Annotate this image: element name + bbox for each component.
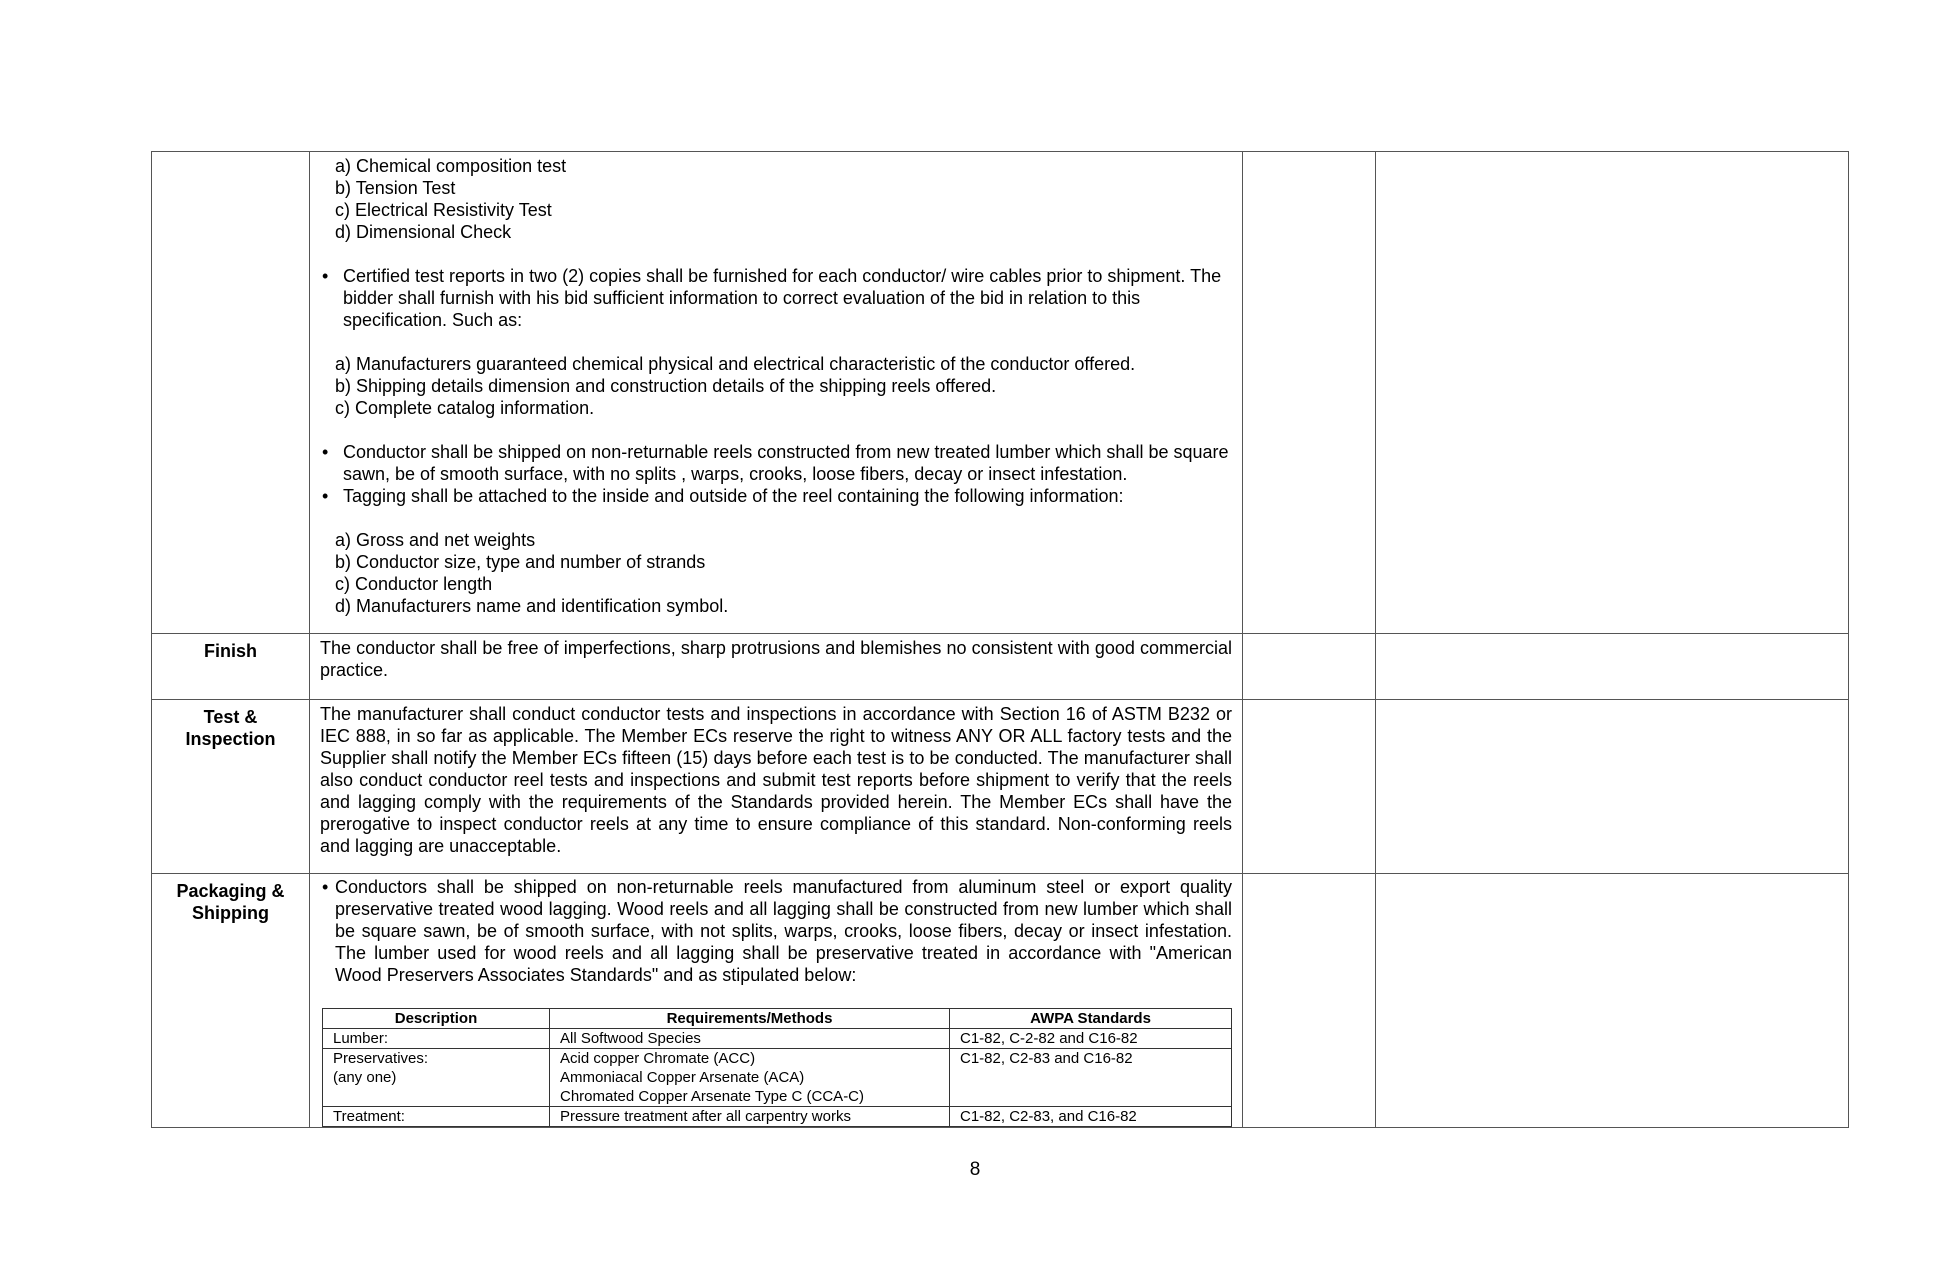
remarks-cell: [1376, 874, 1849, 1128]
table-cell: Acid copper Chromate (ACC) Ammoniacal Copper Arsenate (ACA) Chromated Copper Arsenate Type C (CCA-C): [550, 1049, 950, 1107]
bullet-reels: • Conductor shall be shipped on non-returnable reels constructed from new treated lumber which shall be square sawn, be of smooth surface, with no splits , warps, crooks, loose fibers, decay or insect infestation.: [320, 441, 1232, 485]
col-header-description: Description: [323, 1009, 550, 1029]
table-cell: C1-82, C-2-82 and C16-82: [950, 1029, 1232, 1049]
list-item: a) Gross and net weights: [335, 530, 536, 550]
spec-row-tests-shipping: [152, 152, 1849, 634]
bullet-packaging: • Conductors shall be shipped on non-returnable reels manufactured from aluminum steel or export quality preservative treated wood lagging. Wood reels and all lagging shall be constructed from new lumber which shall be square sawn, be of smooth surface, with not splits, warps, crooks, loose fibers, decay or insect infestation. The lumber used for wood reels and all lagging shall be preservative treated in accordance with "American Wood Preservers Associates Standards" and as stipulated below:: [320, 876, 1232, 986]
table-row: [323, 1107, 1232, 1127]
table-cell: C1-82, C2-83, and C16-82: [950, 1107, 1232, 1127]
remarks-cell: [1376, 152, 1849, 634]
bullet-list-reels: [320, 441, 1232, 507]
compliance-cell: [1243, 700, 1376, 874]
table-header-row: [323, 1009, 1232, 1029]
col-header-awpa: AWPA Standards: [950, 1009, 1232, 1029]
row-label-finish: Finish: [152, 634, 310, 700]
table-row: [323, 1029, 1232, 1049]
list-item: d) Dimensional Check: [335, 222, 512, 242]
compliance-cell: [1243, 634, 1376, 700]
table-cell: All Softwood Species: [550, 1029, 950, 1049]
list-item: a) Chemical composition test: [335, 156, 567, 176]
spec-row-packaging: [152, 874, 1849, 1128]
tag-info-list: [320, 529, 1232, 617]
test-list: [320, 155, 1232, 243]
spec-row-finish: [152, 634, 1849, 700]
bullet-certified-reports: • Certified test reports in two (2) copies shall be furnished for each conductor/ wire cables prior to shipment. The bidder shall furnish with his bid sufficient information to correct evaluation of the bid in relation to this specification. Such as:: [320, 265, 1232, 331]
content-packaging: [310, 874, 1243, 1128]
content-cell-tests: [310, 152, 1243, 634]
remarks-cell: [1376, 700, 1849, 874]
awpa-standards-table: [322, 1008, 1232, 1127]
compliance-cell: [1243, 874, 1376, 1128]
specification-table: [151, 151, 1849, 1128]
list-item: a) Manufacturers guaranteed chemical physical and electrical characteristic of the conductor offered.: [335, 354, 1136, 374]
table-cell: Lumber:: [323, 1029, 550, 1049]
bullet-tagging: • Tagging shall be attached to the inside and outside of the reel containing the following information:: [320, 485, 1232, 507]
list-item: c) Complete catalog information.: [335, 398, 595, 418]
label-cell-empty: [152, 152, 310, 634]
list-item: b) Conductor size, type and number of strands: [335, 552, 706, 572]
remarks-cell: [1376, 634, 1849, 700]
spec-row-test-inspection: [152, 700, 1849, 874]
list-item: b) Tension Test: [335, 178, 456, 198]
content-test-inspection: The manufacturer shall conduct conductor tests and inspections in accordance with Section 16 of ASTM B232 or IEC 888, in so far as applicable. The Member ECs reserve the right to witness ANY OR ALL factory tests and the Supplier shall notify the Member ECs fifteen (15) days before each test is to be conducted. The manufacturer shall also conduct conductor reel tests and inspections and submit test reports before shipment to verify that the reels and lagging comply with the requirements of the Standards provided herein. The Member ECs shall have the prerogative to inspect conductor reels at any time to ensure compliance of this standard. Non-conforming reels and lagging are unacceptable.: [310, 700, 1243, 874]
col-header-requirements: Requirements/Methods: [550, 1009, 950, 1029]
table-row: [323, 1049, 1232, 1107]
list-item: b) Shipping details dimension and construction details of the shipping reels offered.: [335, 376, 997, 396]
list-item: d) Manufacturers name and identification symbol.: [335, 596, 729, 616]
table-cell: C1-82, C2-83 and C16-82: [950, 1049, 1232, 1107]
packaging-text: [310, 874, 1242, 986]
compliance-cell: [1243, 152, 1376, 634]
table-cell: Pressure treatment after all carpentry works: [550, 1107, 950, 1127]
bullet-list-reports: [320, 265, 1232, 331]
row-label-test-inspection: Test & Inspection: [152, 700, 310, 874]
row-label-packaging: Packaging & Shipping: [152, 874, 310, 1128]
list-item: c) Electrical Resistivity Test: [335, 200, 552, 220]
table-cell: Preservatives: (any one): [323, 1049, 550, 1107]
content-finish: The conductor shall be free of imperfections, sharp protrusions and blemishes no consistent with good commercial practice.: [310, 634, 1243, 700]
bid-info-list: [320, 353, 1232, 419]
table-cell: Treatment:: [323, 1107, 550, 1127]
list-item: c) Conductor length: [335, 574, 493, 594]
page-number: 8: [969, 1159, 981, 1180]
